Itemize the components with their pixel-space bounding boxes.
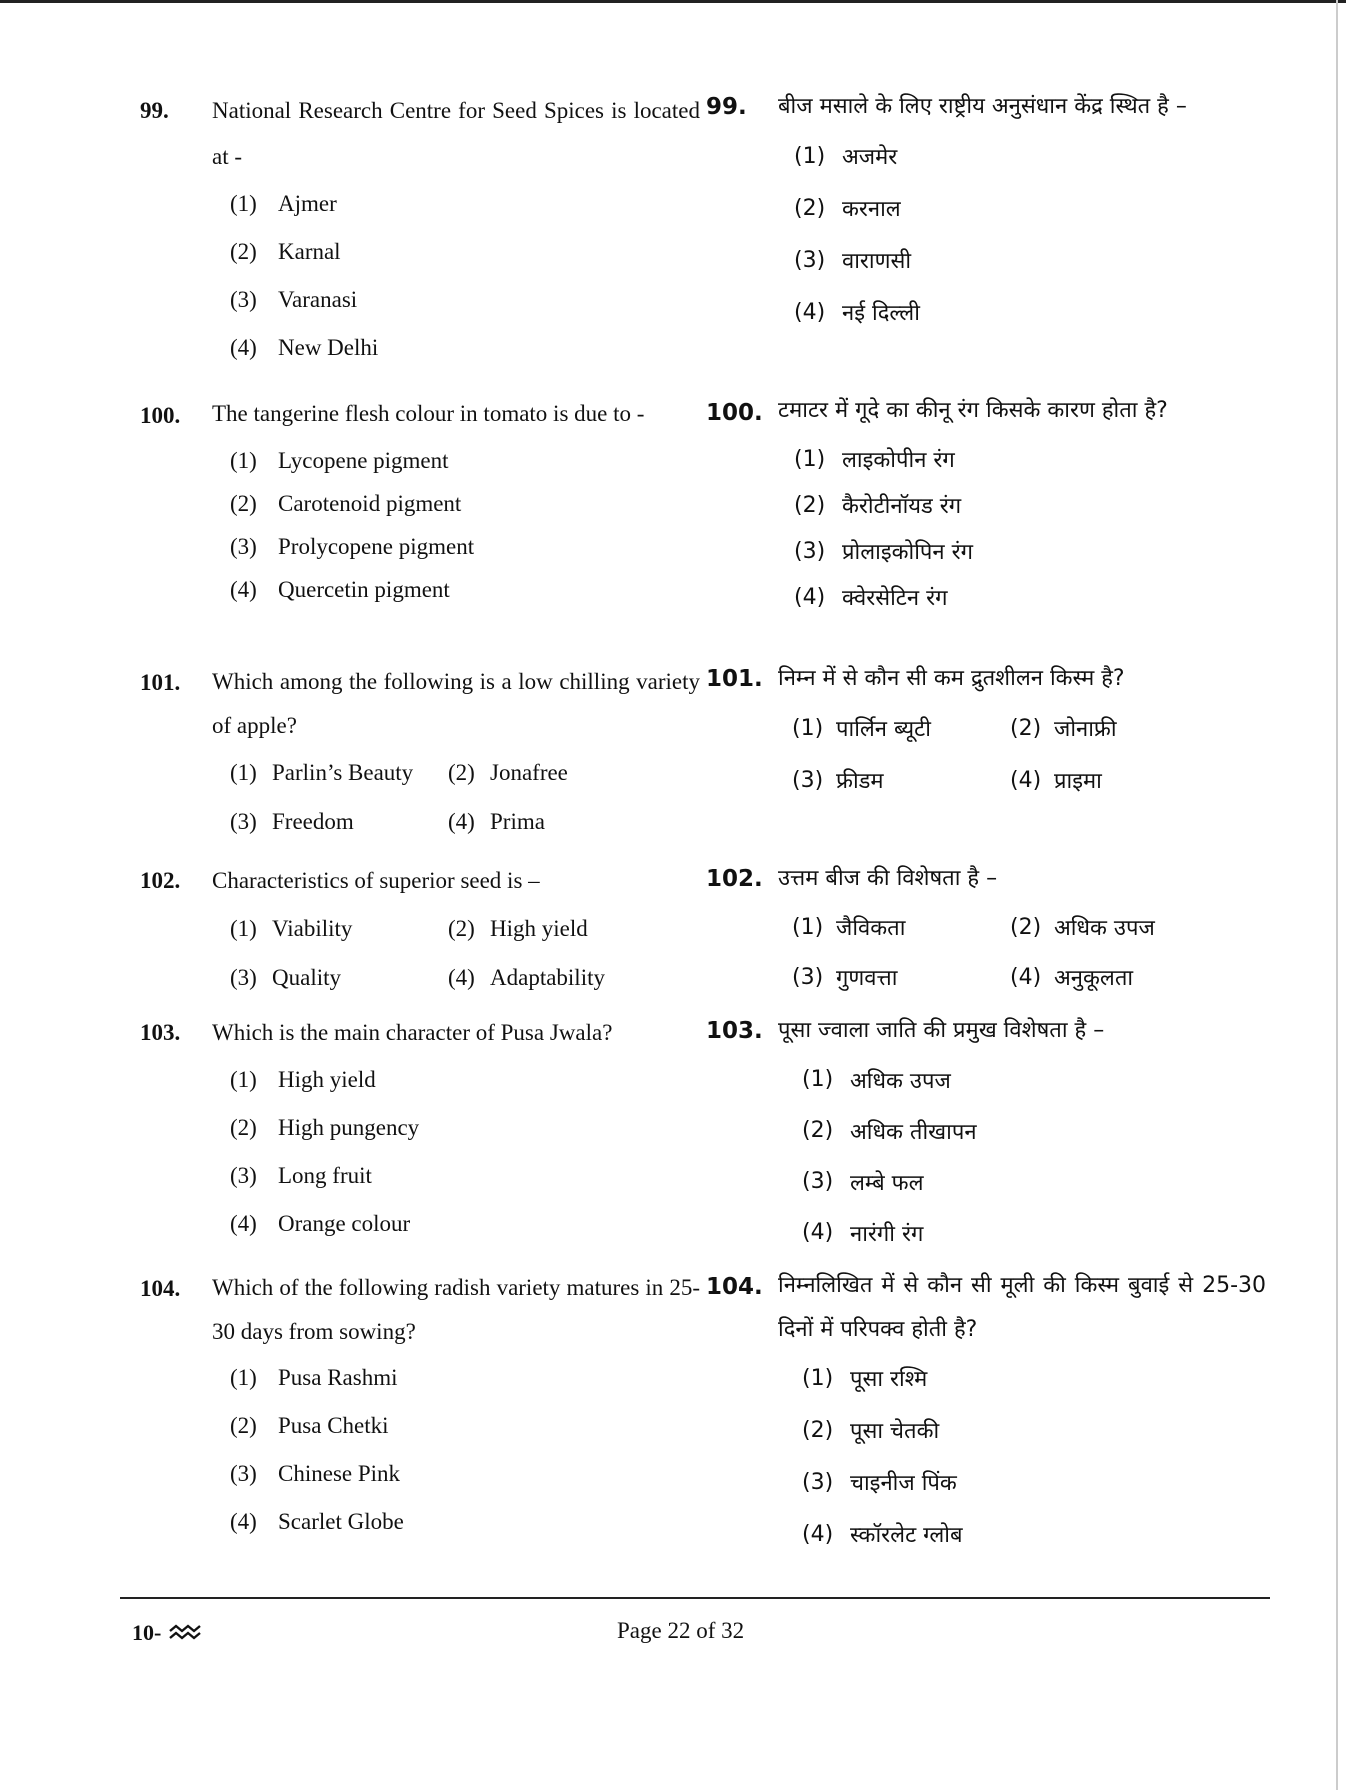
question-number: 103. xyxy=(140,1020,181,1045)
page-number: Page 22 of 32 xyxy=(617,1618,745,1643)
question-number: 104. xyxy=(706,1274,763,1300)
option-1: (1) अधिक उपज xyxy=(802,1067,951,1094)
question-text: Which among the following is a low chilling variety of apple? xyxy=(212,669,700,738)
option-1: (1) पार्लिन ब्यूटी xyxy=(792,715,931,742)
option-2: (2) पूसा चेतकी xyxy=(802,1417,940,1444)
option-3: (3) Freedom xyxy=(230,808,354,834)
right-edge-line xyxy=(1336,0,1338,1790)
question-100-hi xyxy=(706,390,1266,620)
option-4: (4) नारंगी रंग xyxy=(802,1220,924,1247)
question-number: 100. xyxy=(706,400,763,426)
option-4: (4) Prima xyxy=(448,808,545,834)
question-text: Characteristics of superior seed is – xyxy=(212,868,540,893)
option-1: (1) Pusa Rashmi xyxy=(230,1365,398,1390)
question-number: 99. xyxy=(140,98,169,123)
option-4: (4) स्कॉरलेट ग्लोब xyxy=(802,1521,963,1548)
question-101-hi xyxy=(706,656,1266,806)
question-number: 102. xyxy=(140,868,181,893)
option-1: (1) अजमेर xyxy=(794,143,898,170)
option-3: (3) वाराणसी xyxy=(794,247,912,274)
question-number: 102. xyxy=(706,866,763,892)
question-text: Which of the following radish variety matures in 25-30 days from sowing? xyxy=(212,1275,700,1344)
option-4: (4) Scarlet Globe xyxy=(230,1509,404,1534)
option-1: (1) पूसा रश्मि xyxy=(802,1365,928,1392)
option-3: (3) फ्रीडम xyxy=(792,767,884,794)
option-1: (1) Parlin’s Beauty xyxy=(230,759,414,785)
option-1: (1) लाइकोपीन रंग xyxy=(794,446,955,473)
option-2: (2) करनाल xyxy=(794,195,901,222)
option-4: (4) Orange colour xyxy=(230,1211,411,1236)
question-number: 101. xyxy=(140,670,181,695)
option-1: (1) High yield xyxy=(230,1067,376,1092)
aquarius-symbol-icon xyxy=(169,1620,203,1646)
option-1: (1) जैविकता xyxy=(792,914,906,941)
footer-rule xyxy=(120,1597,1270,1599)
option-3: (3) Varanasi xyxy=(230,287,358,312)
question-101-en xyxy=(140,660,700,846)
option-4: (4) New Delhi xyxy=(230,335,379,360)
question-text: National Research Centre for Seed Spices is located at - xyxy=(212,98,700,169)
option-2: (2) High pungency xyxy=(230,1115,420,1140)
question-text: निम्नलिखित में से कौन सी मूली की किस्म बुवाई से 25-30 दिनों में परिपक्व होती है? xyxy=(778,1273,1266,1342)
question-text: निम्न में से कौन सी कम द्रुतशीलन किस्म है? xyxy=(778,666,1125,691)
question-103-hi xyxy=(706,1008,1266,1258)
option-1: (1) Viability xyxy=(230,915,353,941)
question-text: उत्तम बीज की विशेषता है – xyxy=(778,866,998,891)
booklet-code xyxy=(132,1620,203,1646)
option-3: (3) चाइनीज पिंक xyxy=(802,1469,957,1496)
question-text: Which is the main character of Pusa Jwala? xyxy=(212,1020,613,1045)
question-number: 104. xyxy=(140,1276,181,1301)
option-2: (2) High yield xyxy=(448,915,588,941)
question-number: 100. xyxy=(140,403,181,428)
option-4: (4) Adaptability xyxy=(448,964,605,990)
option-3: (3) Chinese Pink xyxy=(230,1461,401,1486)
question-102-en xyxy=(140,858,700,1002)
option-2: (2) Pusa Chetki xyxy=(230,1413,389,1438)
option-4: (4) नई दिल्ली xyxy=(794,299,920,326)
option-1: (1) Ajmer xyxy=(230,191,337,216)
option-2: (2) जोनाफ्री xyxy=(1010,715,1117,742)
question-99-en xyxy=(140,88,700,372)
question-102-hi xyxy=(706,856,1266,1002)
option-2: (2) Jonafree xyxy=(448,759,568,785)
option-2: (2) अधिक उपज xyxy=(1010,914,1155,941)
question-103-en xyxy=(140,1010,700,1248)
option-2: (2) Carotenoid pigment xyxy=(230,490,462,516)
option-4: (4) प्राइमा xyxy=(1010,767,1102,794)
option-3: (3) प्रोलाइकोपिन रंग xyxy=(794,538,974,565)
option-2: (2) कैरोटीनॉयड रंग xyxy=(794,492,962,519)
option-2: (2) Karnal xyxy=(230,239,341,264)
question-text: पूसा ज्वाला जाति की प्रमुख विशेषता है – xyxy=(778,1018,1105,1043)
option-3: (3) गुणवत्ता xyxy=(792,964,898,991)
option-4: (4) Quercetin pigment xyxy=(230,576,450,602)
option-4: (4) क्वेरसेटिन रंग xyxy=(794,584,948,611)
booklet-code-text: 10- xyxy=(132,1620,162,1645)
option-3: (3) Quality xyxy=(230,964,341,990)
question-99-hi xyxy=(706,84,1266,338)
question-text: बीज मसाले के लिए राष्ट्रीय अनुसंधान केंद्र स्थित है – xyxy=(778,94,1187,119)
question-number: 99. xyxy=(706,94,747,120)
option-1: (1) Lycopene pigment xyxy=(230,447,449,473)
question-number: 101. xyxy=(706,666,763,692)
option-3: (3) लम्बे फल xyxy=(802,1169,924,1196)
question-text: The tangerine flesh colour in tomato is due to - xyxy=(212,401,645,426)
option-4: (4) अनुकूलता xyxy=(1010,964,1134,991)
question-100-en xyxy=(140,393,700,611)
option-3: (3) Prolycopene pigment xyxy=(230,533,475,559)
question-104-hi xyxy=(706,1264,1266,1560)
question-text: टमाटर में गूदे का कीनू रंग किसके कारण होता है? xyxy=(778,398,1168,423)
question-number: 103. xyxy=(706,1018,763,1044)
question-104-en xyxy=(140,1266,700,1546)
top-border xyxy=(0,0,1346,3)
option-3: (3) Long fruit xyxy=(230,1163,372,1188)
option-2: (2) अधिक तीखापन xyxy=(802,1118,977,1145)
